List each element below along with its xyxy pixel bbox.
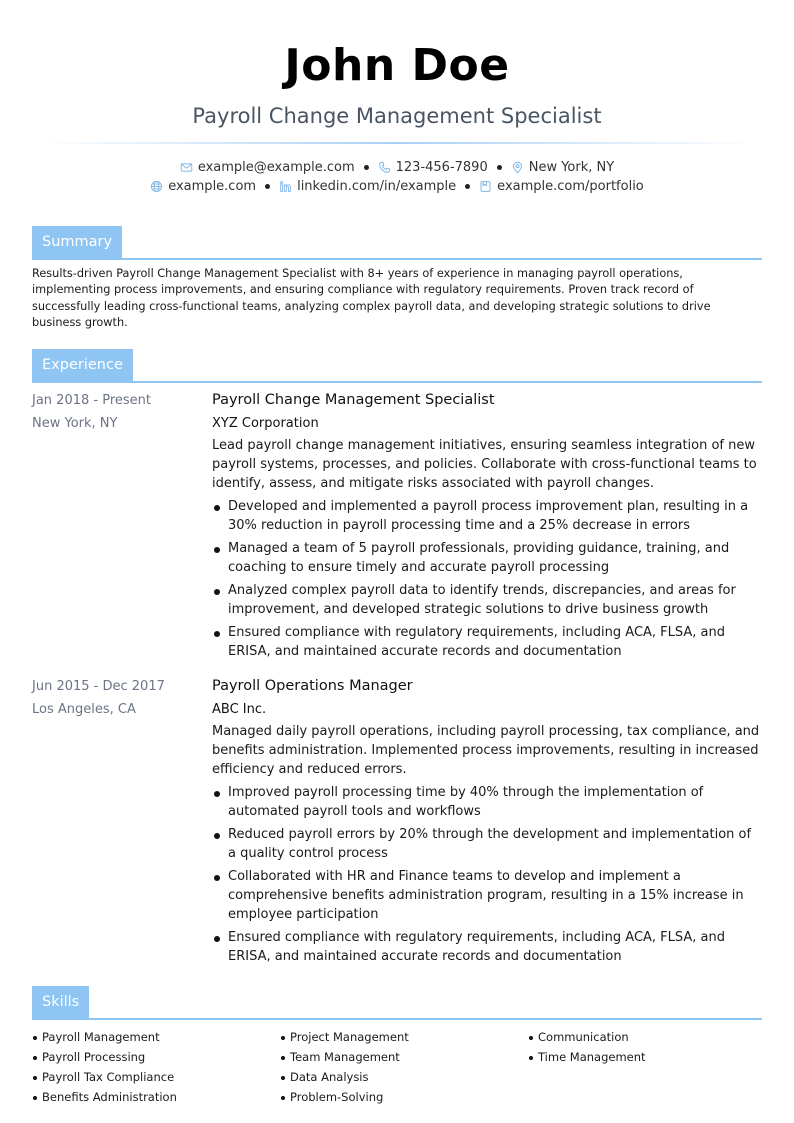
skill-item: Payroll Processing <box>32 1047 280 1067</box>
section-divider <box>32 381 762 383</box>
skill-item: Project Management <box>280 1027 528 1047</box>
globe-icon <box>150 180 163 193</box>
contact-line-1 <box>0 158 794 177</box>
resume-header <box>0 0 794 144</box>
contact-line-2 <box>0 177 794 196</box>
skills-header <box>32 986 762 1018</box>
skill-item: Communication <box>528 1027 762 1047</box>
job-description: Lead payroll change management initiatives, ensuring seamless integration of new payroll systems, processes, and policies. Collaborate with cross-functional teams to identify, assess, and mitigate risks associated with payroll changes. <box>212 438 757 492</box>
job-meta <box>32 675 212 970</box>
skills-column <box>280 1027 528 1107</box>
job-bullet: Ensured compliance with regulatory requirements, including ACA, FLSA, and ERISA, and maintained accurate records and documentation <box>212 623 762 661</box>
job-bullet: Reduced payroll errors by 20% through the development and implementation of a quality control process <box>212 825 762 863</box>
job-entry <box>32 675 762 970</box>
linkedin-text: linkedin.com/in/example <box>297 179 457 194</box>
summary-heading: Summary <box>32 226 122 258</box>
section-divider <box>32 1018 762 1020</box>
job-company: ABC Inc. <box>212 702 267 718</box>
job-details <box>212 675 762 970</box>
skill-item: Benefits Administration <box>32 1087 280 1107</box>
location-text: New York, NY <box>528 160 615 175</box>
skills-column <box>32 1027 280 1107</box>
location-pin-icon <box>511 161 524 174</box>
job-dates: Jan 2018 - Present <box>32 393 151 409</box>
job-bullet: Ensured compliance with regulatory requirements, including ACA, FLSA, and ERISA, and maintained accurate records and documentation <box>212 928 762 966</box>
phone-icon <box>378 161 391 174</box>
job-title: Payroll Operations Manager <box>212 678 413 695</box>
job-location: New York, NY <box>32 416 118 432</box>
email-icon <box>180 161 193 174</box>
phone-text: 123-456-7890 <box>395 160 488 175</box>
contact-location <box>511 158 614 177</box>
summary-header <box>32 226 762 258</box>
job-bullet: Analyzed complex payroll data to identify trends, discrepancies, and areas for improvement, and developed strategic solutions to drive business growth <box>212 581 762 619</box>
separator-dot <box>364 165 369 170</box>
skill-item: Time Management <box>528 1047 762 1067</box>
job-dates: Jun 2015 - Dec 2017 <box>32 679 165 695</box>
skill-item: Payroll Tax Compliance <box>32 1067 280 1087</box>
contact-linkedin[interactable] <box>279 177 456 196</box>
job-bullet: Developed and implemented a payroll process improvement plan, resulting in a 30% reduction in payroll processing time and a 25% decrease in errors <box>212 497 762 535</box>
skills-grid <box>32 1027 762 1107</box>
job-details <box>212 389 762 665</box>
job-title: Payroll Change Management Specialist <box>212 392 495 409</box>
job-bullet: Managed a team of 5 payroll professionals, providing guidance, training, and coaching to ensure timely and accurate payroll processing <box>212 539 762 577</box>
email-text: example@example.com <box>197 160 355 175</box>
job-description: Managed daily payroll operations, including payroll processing, tax compliance, and benefits administration. Implemented process improvements, resulting in increased efficiency and reduced errors. <box>212 724 760 778</box>
skill-item: Team Management <box>280 1047 528 1067</box>
linkedin-icon <box>279 180 292 193</box>
experience-section <box>32 349 762 970</box>
job-location: Los Angeles, CA <box>32 702 136 718</box>
contact-info <box>0 158 794 196</box>
skills-column <box>528 1027 762 1107</box>
summary-text: Results-driven Payroll Change Management Specialist with 8+ years of experience in managing payroll operations, implementing process improvements, and ensuring compliance with regulatory requirements. Proven track record of successfully leading cross-functional teams, analyzing complex payroll data, and developing strategic solutions to drive business growth. <box>32 267 711 329</box>
skill-item: Problem-Solving <box>280 1087 528 1107</box>
summary-section <box>32 226 762 331</box>
contact-phone[interactable] <box>378 158 488 177</box>
separator-dot <box>497 165 502 170</box>
separator-dot <box>465 184 470 189</box>
contact-portfolio[interactable] <box>479 177 644 196</box>
experience-heading: Experience <box>32 349 133 381</box>
portfolio-text: example.com/portfolio <box>497 179 644 194</box>
skill-item: Data Analysis <box>280 1067 528 1087</box>
job-bullet: Collaborated with HR and Finance teams to develop and implement a comprehensive benefits administration program, resulting in a 15% increase in employee participation <box>212 867 762 924</box>
job-meta <box>32 389 212 665</box>
job-company: XYZ Corporation <box>212 416 319 432</box>
job-bullet-list <box>212 783 762 966</box>
skill-item: Payroll Management <box>32 1027 280 1047</box>
job-bullet: Improved payroll processing time by 40% through the implementation of automated payroll tools and workflows <box>212 783 762 821</box>
skills-section <box>32 986 762 1107</box>
job-entry <box>32 389 762 665</box>
contact-website[interactable] <box>150 177 256 196</box>
portfolio-icon <box>479 180 492 193</box>
contact-email[interactable] <box>180 158 355 177</box>
candidate-title: Payroll Change Management Specialist <box>192 104 602 128</box>
header-divider <box>37 142 757 144</box>
candidate-name: John Doe <box>284 40 510 91</box>
separator-dot <box>265 184 270 189</box>
experience-header <box>32 349 762 381</box>
skills-heading: Skills <box>32 986 89 1018</box>
job-bullet-list <box>212 497 762 661</box>
website-text: example.com <box>168 179 257 194</box>
section-divider <box>32 258 762 260</box>
